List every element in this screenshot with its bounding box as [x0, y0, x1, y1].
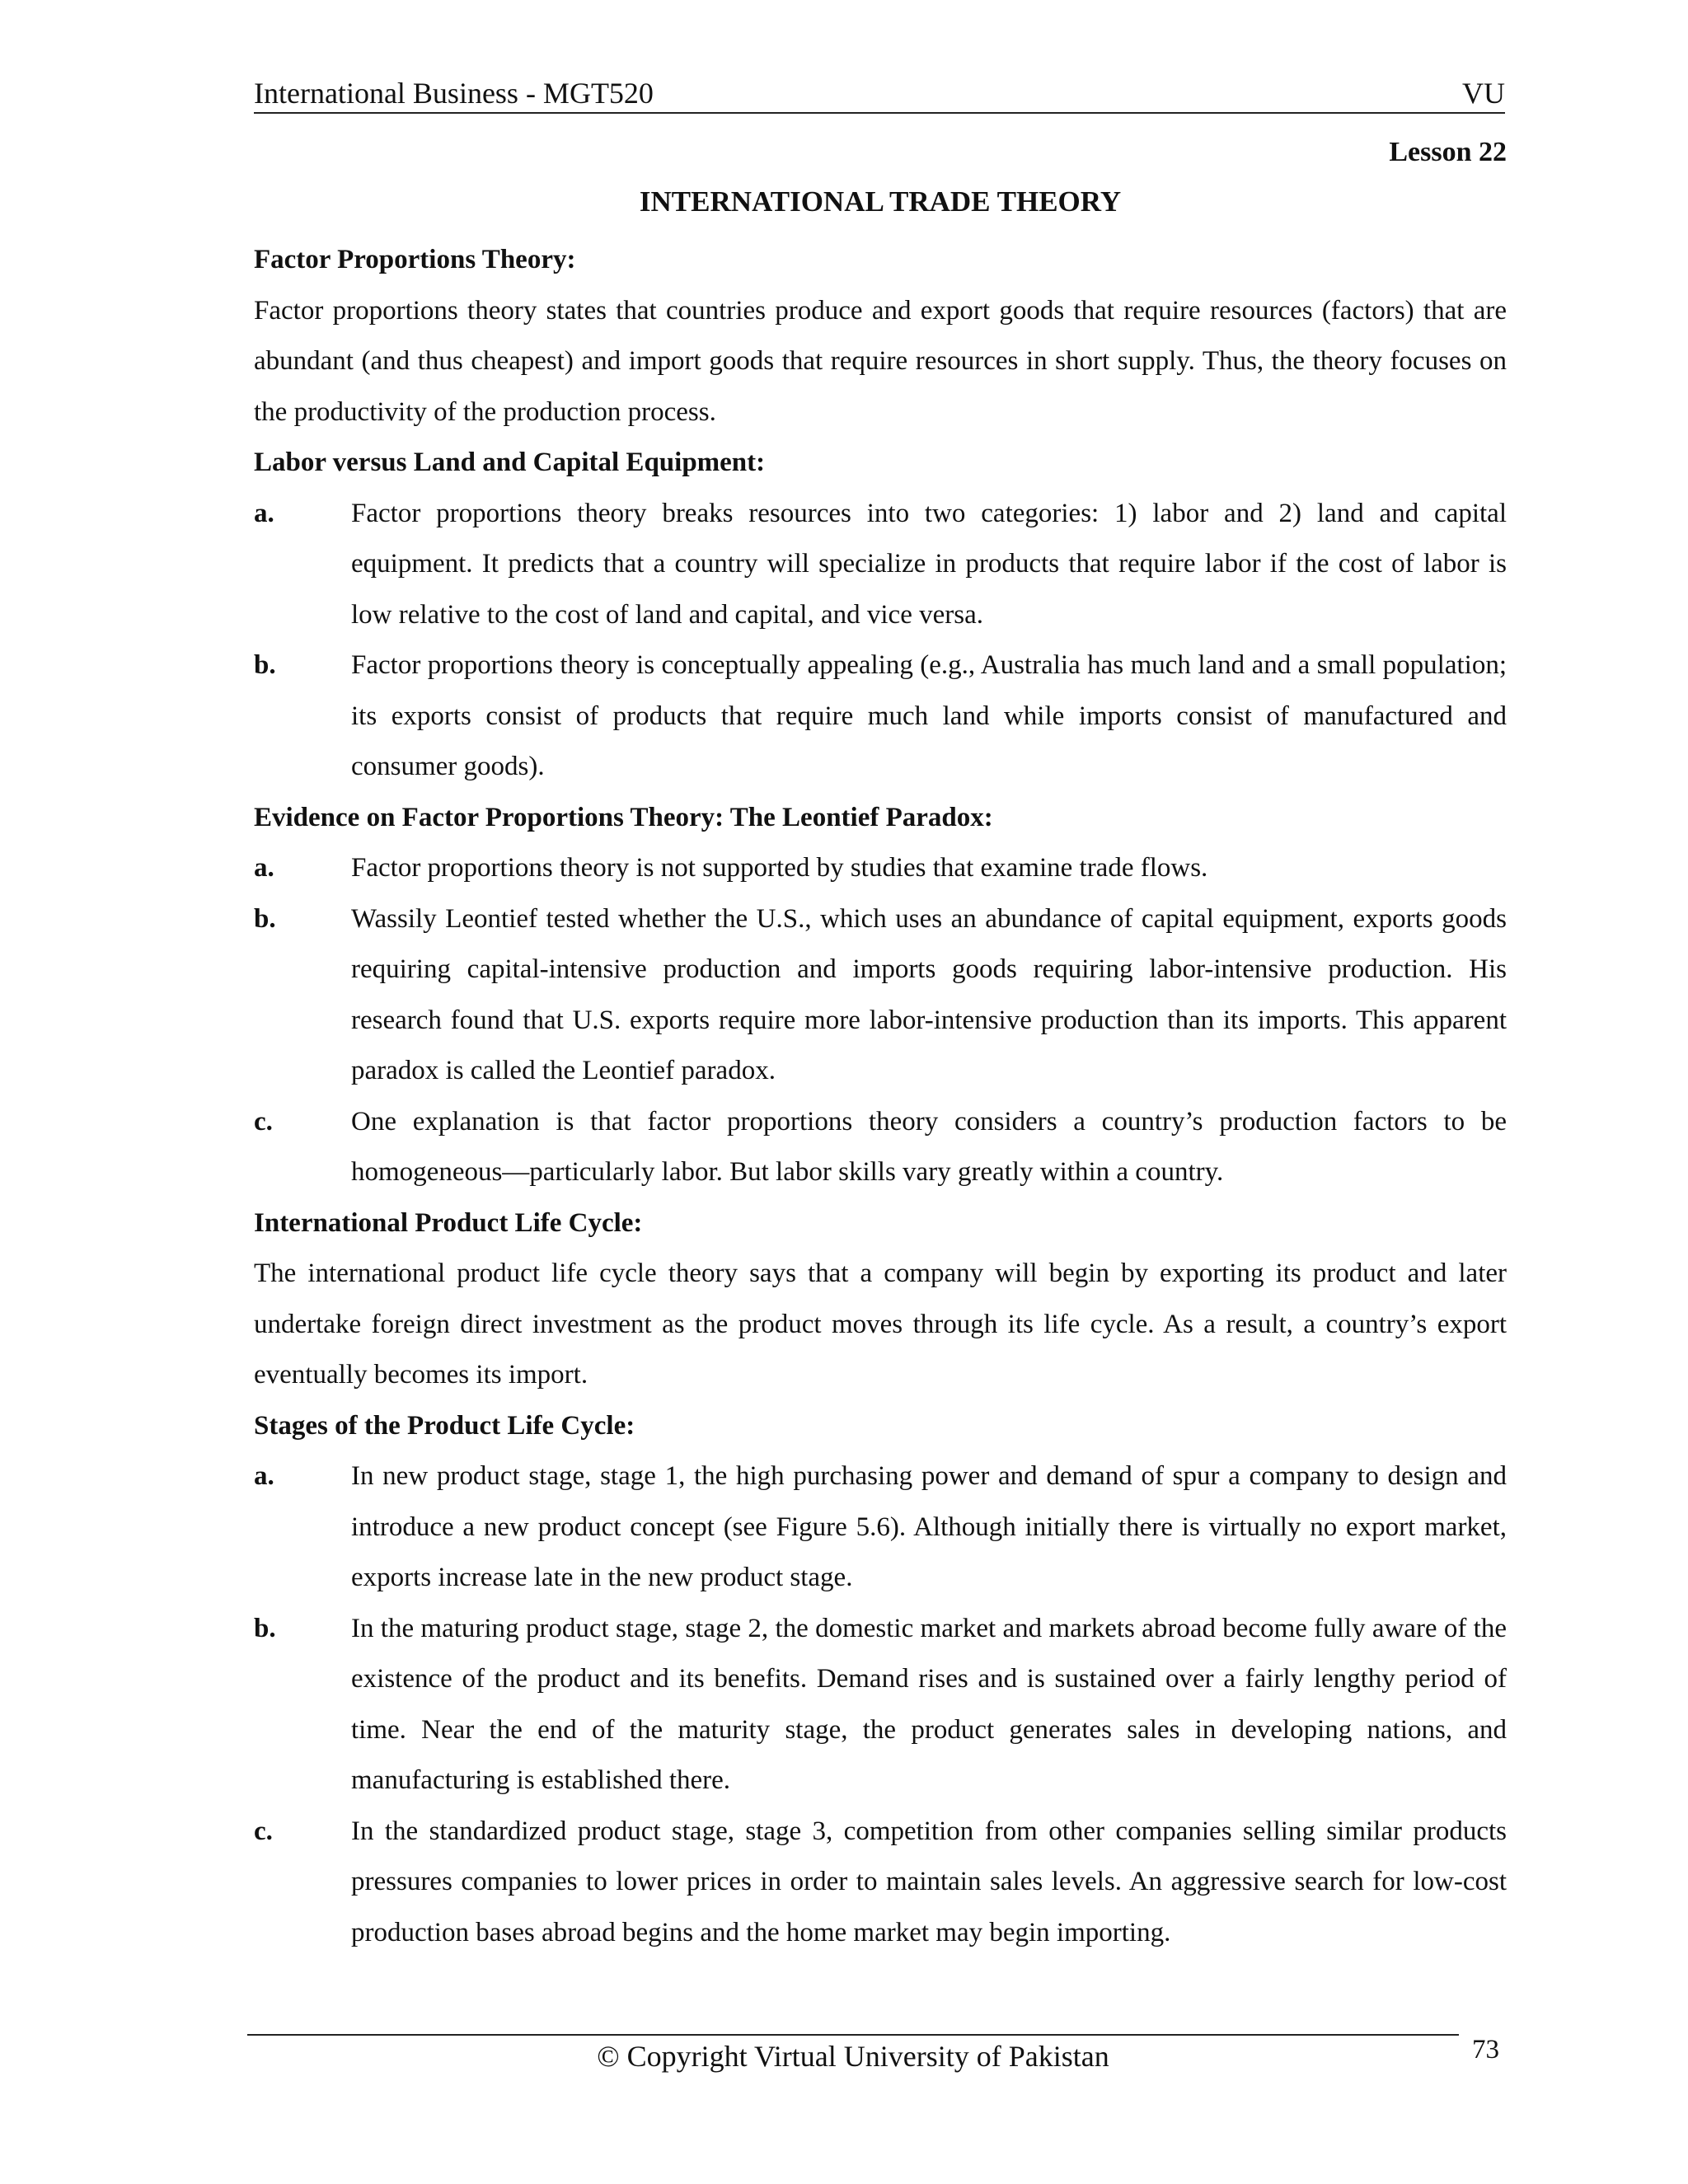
list-marker: c.: [254, 1816, 273, 1846]
section-heading: Labor versus Land and Capital Equipment:: [254, 448, 766, 477]
footer-divider: [247, 2034, 1459, 2036]
list-marker: a.: [254, 1461, 274, 1491]
list-marker: c.: [254, 1106, 273, 1137]
section-heading: Evidence on Factor Proportions Theory: The Leontief Paradox:: [254, 802, 993, 832]
main-content: [254, 235, 1507, 1958]
list-marker: a.: [254, 498, 274, 528]
page-title: INTERNATIONAL TRADE THEORY: [639, 185, 1122, 218]
list-item: [254, 640, 1507, 793]
list-item: [254, 1097, 1507, 1198]
list-item: [254, 489, 1507, 641]
list-marker: b.: [254, 903, 276, 934]
page-number: 73: [1472, 2035, 1499, 2064]
section-paragraph: The international product life cycle theory says that a company will begin by exporting its product and later undertake foreign direct investment as the product moves through its life cycle. As a result, a country’s export eventually becomes its import.: [254, 1258, 1507, 1390]
list-item: [254, 1807, 1507, 1959]
list-item-text: Factor proportions theory is not supported by studies that examine trade flows.: [351, 853, 1208, 883]
section-heading: Factor Proportions Theory:: [254, 245, 576, 274]
copyright-notice: © Copyright Virtual University of Pakistan: [597, 2040, 1109, 2073]
list-item: [254, 843, 1507, 894]
lesson-label: Lesson 22: [1389, 137, 1507, 167]
section-heading: Stages of the Product Life Cycle:: [254, 1410, 635, 1441]
list-item-text: In the standardized product stage, stage 3, competition from other companies selling similar products pressures companies to lower prices in order to maintain sales levels. An aggressive search for low-cost production bases abroad begins and the home market may begin importing.: [351, 1816, 1507, 1947]
list-item: [254, 894, 1507, 1097]
list-item-text: Wassily Leontief tested whether the U.S., which uses an abundance of capital equipment, exports goods requiring capital-intensive production and imports goods requiring labor-intensive production. His research found that U.S. exports require more labor-intensive production than its imports. This apparent paradox is called the Leontief paradox.: [351, 903, 1507, 1085]
list-item-text: In the maturing product stage, stage 2, the domestic market and markets abroad become fully aware of the existence of the product and its benefits. Demand rises and is sustained over a fairly lengthy period of time. Near the end of the maturity stage, the product generates sales in developing nations, and manufacturing is established there.: [351, 1613, 1507, 1795]
list-item-text: Factor proportions theory is conceptually appealing (e.g., Australia has much land and a small population; its exports consist of products that require much land while imports consist of manufactured and consumer goods).: [351, 650, 1507, 781]
list-item-text: One explanation is that factor proportions theory considers a country’s production factors to be homogeneous—particularly labor. But labor skills vary greatly within a country.: [351, 1106, 1507, 1187]
list-item: [254, 1604, 1507, 1807]
list-item: [254, 1451, 1507, 1604]
list-item-text: Factor proportions theory breaks resources into two categories: 1) labor and 2) land and capital equipment. It predicts that a country will specialize in products that require labor if the cost of labor is low relative to the cost of land and capital, and vice versa.: [351, 498, 1507, 630]
list-marker: a.: [254, 853, 274, 883]
course-title: International Business - MGT520: [254, 77, 654, 110]
list-item-text: In new product stage, stage 1, the high purchasing power and demand of spur a company to design and introduce a new product concept (see Figure 5.6). Although initially there is virtually no export market, exports increase late in the new product stage.: [351, 1461, 1507, 1592]
section-paragraph: Factor proportions theory states that countries produce and export goods that require resources (factors) that are abundant (and thus cheapest) and import goods that require resources in short supply. Thus, the theory focuses on the productivity of the production process.: [254, 295, 1507, 427]
page-header: [254, 74, 1505, 114]
section-heading: International Product Life Cycle:: [254, 1207, 643, 1238]
list-marker: b.: [254, 1613, 276, 1643]
list-marker: b.: [254, 650, 276, 680]
institution-short: VU: [1462, 77, 1505, 110]
